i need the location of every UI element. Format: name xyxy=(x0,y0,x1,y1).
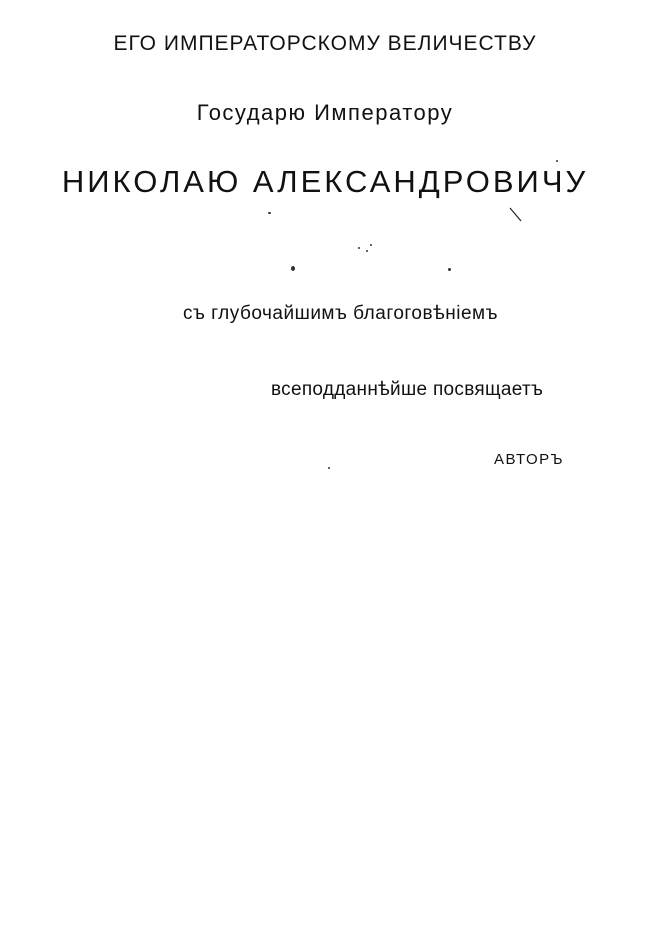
dedication-line-sovereign: Государю Императору xyxy=(196,100,454,125)
scan-stroke xyxy=(508,206,524,224)
scan-speck xyxy=(328,467,330,469)
scan-speck xyxy=(448,268,451,271)
scan-speck xyxy=(358,247,360,249)
scan-speck xyxy=(366,250,368,252)
scan-speck xyxy=(268,212,271,214)
scan-speck xyxy=(556,160,558,162)
dedication-line-majesty: ЕГО ИМПЕРАТОРСКОМУ ВЕЛИЧЕСТВУ xyxy=(113,32,537,55)
scan-speck xyxy=(291,266,295,271)
dedication-line-name: НИКОЛАЮ АЛЕКСАНДРОВИЧУ xyxy=(61,164,589,199)
scan-speck xyxy=(370,244,372,246)
author-signature: АВТОРЪ xyxy=(494,451,565,468)
dedication-line-dedicates: всеподданнѣйше посвящаетъ xyxy=(271,379,544,400)
dedication-line-reverence: съ глубочайшимъ благоговѣніемъ xyxy=(183,303,498,324)
